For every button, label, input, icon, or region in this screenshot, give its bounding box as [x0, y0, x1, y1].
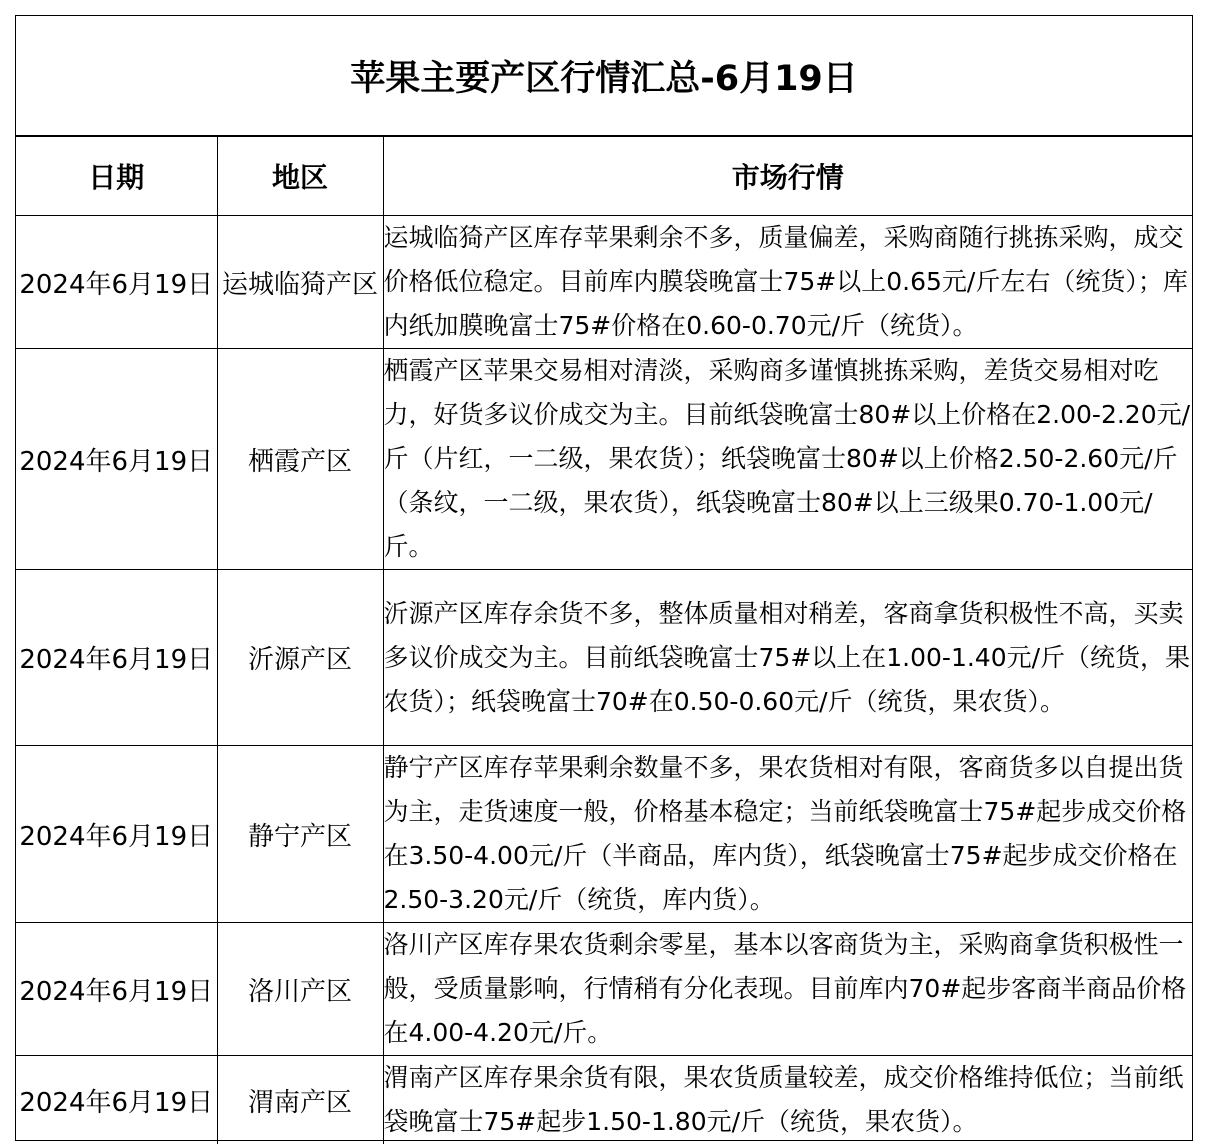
- sheet-title: 苹果主要产区行情汇总-6月19日: [16, 16, 1192, 136]
- header-market: 市场行情: [383, 137, 1192, 216]
- header-row: [16, 137, 1192, 216]
- market-summary-sheet: [15, 15, 1193, 1141]
- row-market-text: 运城临猗产区库存苹果剩余不多，质量偏差，采购商随行挑拣采购，成交价格低位稳定。目前库内膜袋晚富士75#以上0.65元/斤左右（统货）；库内纸加膜晚富士75#价格在0.60-0.70元/斤（统货）。: [383, 216, 1192, 349]
- row-date: 2024年6月19日: [16, 746, 217, 923]
- table-row: [16, 570, 1192, 746]
- market-table: [16, 136, 1192, 1144]
- row-region: 栖霞产区: [217, 349, 383, 570]
- row-date: 2024年6月19日: [16, 570, 217, 746]
- row-region: 洛川产区: [217, 923, 383, 1056]
- header-date: 日期: [16, 137, 217, 216]
- table-row: [16, 349, 1192, 570]
- row-region: 渭南产区: [217, 1056, 383, 1145]
- row-date: 2024年6月19日: [16, 1056, 217, 1145]
- row-region: 沂源产区: [217, 570, 383, 746]
- table-row: [16, 923, 1192, 1056]
- row-date: 2024年6月19日: [16, 216, 217, 349]
- row-date: 2024年6月19日: [16, 349, 217, 570]
- row-market-text: 栖霞产区苹果交易相对清淡，采购商多谨慎挑拣采购，差货交易相对吃力，好货多议价成交为主。目前纸袋晚富士80#以上价格在2.00-2.20元/斤（片红，一二级，果农货）；纸袋晚富士80#以上价格2.50-2.60元/斤（条纹，一二级，果农货），纸袋晚富士80#以上三级果0.70-1.00元/斤。: [383, 349, 1192, 570]
- row-region: 静宁产区: [217, 746, 383, 923]
- row-market-text: 沂源产区库存余货不多，整体质量相对稍差，客商拿货积极性不高，买卖多议价成交为主。目前纸袋晚富士75#以上在1.00-1.40元/斤（统货，果农货）；纸袋晚富士70#在0.50-0.60元/斤（统货，果农货）。: [383, 570, 1192, 746]
- table-row: [16, 1056, 1192, 1145]
- row-market-text: 洛川产区库存果农货剩余零星，基本以客商货为主，采购商拿货积极性一般，受质量影响，行情稍有分化表现。目前库内70#起步客商半商品价格在4.00-4.20元/斤。: [383, 923, 1192, 1056]
- row-date: 2024年6月19日: [16, 923, 217, 1056]
- table-row: [16, 746, 1192, 923]
- row-region: 运城临猗产区: [217, 216, 383, 349]
- table-row: [16, 216, 1192, 349]
- header-region: 地区: [217, 137, 383, 216]
- row-market-text: 渭南产区库存果余货有限，果农货质量较差，成交价格维持低位；当前纸袋晚富士75#起步1.50-1.80元/斤（统货，果农货）。: [383, 1056, 1192, 1145]
- row-market-text: 静宁产区库存苹果剩余数量不多，果农货相对有限，客商货多以自提出货为主，走货速度一般，价格基本稳定；当前纸袋晚富士75#起步成交价格在3.50-4.00元/斤（半商品，库内货），纸袋晚富士75#起步成交价格在2.50-3.20元/斤（统货，库内货）。: [383, 746, 1192, 923]
